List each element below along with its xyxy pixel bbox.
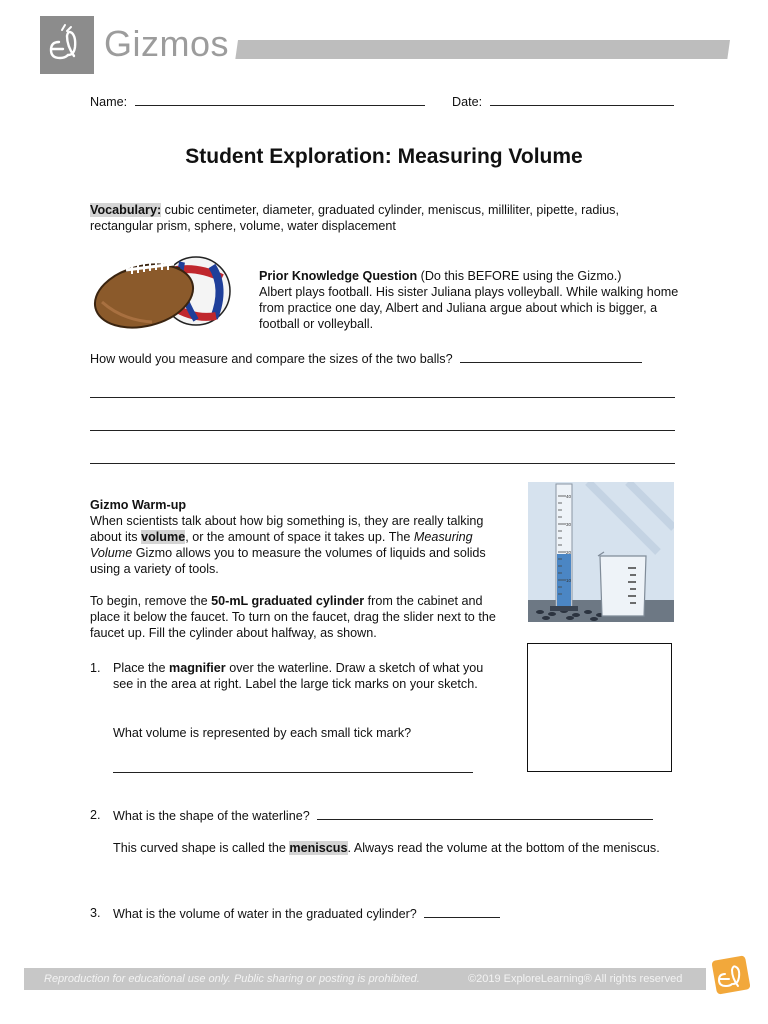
prior-knowledge-question-row — [90, 350, 642, 367]
el-logo-icon — [40, 16, 94, 74]
vocabulary-paragraph — [90, 202, 680, 234]
magnifier-term: magnifier — [169, 661, 226, 675]
graduated-cylinder-image — [528, 482, 674, 622]
prior-knowledge-paragraph — [259, 268, 684, 332]
prior-knowledge-heading: Prior Knowledge Question — [259, 269, 418, 283]
warmup-paragraph-1: When scientists talk about how big something is, they are really talking about its volume, or the amount of space it takes up. The Measuring Volume Gizmo allows you to measure the volumes of liquids and solids using a variety of tools. — [90, 514, 486, 576]
question-number: 3. — [90, 906, 101, 920]
answer-line[interactable] — [90, 430, 675, 431]
vocabulary-text: cubic centimeter, diameter, graduated cylinder, meniscus, milliliter, pipette, radius, rectangular prism, sphere, volume, water displacement — [90, 203, 619, 233]
date-label: Date: — [452, 95, 483, 109]
name-blank[interactable] — [135, 93, 425, 106]
meniscus-note: This curved shape is called the meniscus. Always read the volume at the bottom of the meniscus. — [113, 841, 660, 855]
question-1-sub: What volume is represented by each small tick mark? — [113, 726, 412, 740]
beaker-icon — [598, 552, 646, 616]
cylinder-term: 50-mL graduated cylinder — [211, 594, 365, 608]
footer-copyright: ©2019 ExploreLearning® All rights reserved — [468, 973, 683, 985]
footer-disclaimer: Reproduction for educational use only. Public sharing or posting is prohibited. — [44, 973, 420, 985]
warmup-section — [90, 497, 498, 641]
date-blank[interactable] — [490, 93, 674, 106]
prior-knowledge-question: How would you measure and compare the sizes of the two balls? — [90, 352, 453, 366]
cylinder-tick-label: 10 — [566, 578, 572, 583]
cylinder-tick-label: 40 — [566, 494, 572, 499]
question-number: 1. — [90, 661, 101, 675]
football-volleyball-illustration — [92, 250, 234, 334]
gizmos-logo — [40, 16, 94, 74]
warmup-paragraph-2: To begin, remove the 50-mL graduated cylinder from the cabinet and place it below the faucet. To turn on the faucet, drag the slider next to the faucet up. Fill the cylinder about halfway, as shown. — [90, 594, 496, 640]
prior-knowledge-body: Albert plays football. His sister Juliana plays volleyball. While walking home from practice one day, Albert and Juliana argue about which is bigger, a football or volleyball. — [259, 285, 679, 331]
date-field-row — [452, 93, 674, 110]
answer-blank[interactable] — [317, 807, 653, 820]
answer-line[interactable] — [113, 772, 473, 773]
name-label: Name: — [90, 95, 128, 109]
volume-term: volume — [141, 530, 186, 544]
cylinder-tick-label: 20 — [566, 550, 572, 555]
warmup-heading: Gizmo Warm-up — [90, 498, 187, 512]
brand-name: Gizmos — [104, 23, 230, 64]
cylinder-tick-label: 30 — [566, 522, 572, 527]
prior-knowledge-note: (Do this BEFORE using the Gizmo.) — [417, 269, 622, 283]
meniscus-term: meniscus — [289, 841, 348, 855]
header-bar — [235, 40, 730, 59]
explorelearning-logo-icon — [708, 952, 754, 998]
answer-line[interactable] — [90, 397, 675, 398]
answer-line[interactable] — [90, 463, 675, 464]
sketch-box[interactable] — [527, 643, 672, 772]
question-number: 2. — [90, 808, 101, 822]
name-field-row — [90, 93, 425, 110]
page-title: Student Exploration: Measuring Volume — [185, 145, 583, 168]
vocabulary-label: Vocabulary: — [90, 203, 162, 217]
answer-blank[interactable] — [424, 905, 500, 918]
question-1: Place the magnifier over the waterline. Draw a sketch of what you see in the area at right. Label the large tick marks on your sketch. — [113, 661, 484, 691]
gizmo-name: Measuring Volume — [90, 530, 473, 560]
question-2: What is the shape of the waterline? — [113, 807, 653, 824]
question-3: What is the volume of water in the graduated cylinder? — [113, 905, 500, 922]
answer-blank[interactable] — [460, 350, 642, 363]
